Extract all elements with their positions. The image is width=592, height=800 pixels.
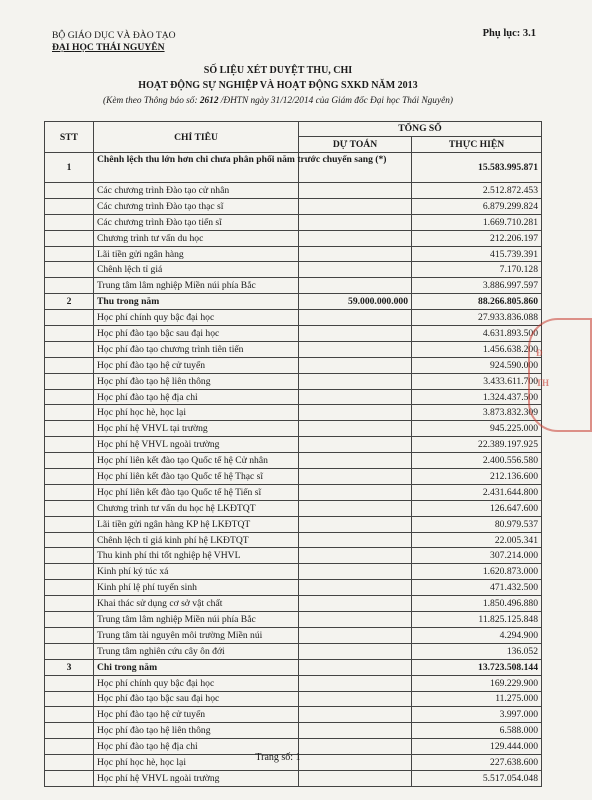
table-row <box>45 373 542 389</box>
row-plan <box>299 469 412 485</box>
row-plan <box>299 262 412 278</box>
row-name: Kinh phí ký túc xá <box>94 564 299 580</box>
section-actual: 88.266.805.860 <box>412 294 542 310</box>
official-stamp <box>528 318 592 432</box>
table-row <box>45 246 542 262</box>
stamp-text-2: TH <box>536 378 550 388</box>
row-actual: 3.433.611.700 <box>412 373 542 389</box>
row-actual: 924.590.000 <box>412 357 542 373</box>
row-name: Học phí đào tạo chương trình tiên tiến <box>94 341 299 357</box>
row-actual: 169.229.900 <box>412 675 542 691</box>
row-plan <box>299 246 412 262</box>
row-stt <box>45 707 94 723</box>
row-stt <box>45 612 94 628</box>
row-actual: 212.136.600 <box>412 469 542 485</box>
row-actual: 2.400.556.580 <box>412 453 542 469</box>
row-stt <box>45 723 94 739</box>
section-plan <box>299 659 412 675</box>
table-row <box>45 405 542 421</box>
row-stt <box>45 770 94 786</box>
row-name: Lãi tiền gửi ngân hàng <box>94 246 299 262</box>
row-stt <box>45 691 94 707</box>
row-name: Học phí liên kết đào tạo Quốc tế hệ Cử nhân <box>94 453 299 469</box>
section-stt: 1 <box>45 153 94 183</box>
row-actual: 212.206.197 <box>412 230 542 246</box>
row-name: Học phí đào tạo hệ liên thông <box>94 723 299 739</box>
section-stt: 2 <box>45 294 94 310</box>
table-row <box>45 437 542 453</box>
row-name: Học phí đào tạo hệ liên thông <box>94 373 299 389</box>
table-row <box>45 532 542 548</box>
row-plan <box>299 373 412 389</box>
section-row <box>45 294 542 310</box>
table-row <box>45 389 542 405</box>
row-plan <box>299 326 412 342</box>
row-stt <box>45 643 94 659</box>
section-name: Thu trong năm <box>94 294 299 310</box>
row-stt <box>45 389 94 405</box>
row-name: Chênh lệch tỉ giá kinh phí hệ LKĐTQT <box>94 532 299 548</box>
row-actual: 11.825.125.848 <box>412 612 542 628</box>
row-plan <box>299 421 412 437</box>
row-name: Trung tâm tài nguyên môi trường Miền núi <box>94 627 299 643</box>
row-plan <box>299 723 412 739</box>
table-row <box>45 262 542 278</box>
row-stt <box>45 357 94 373</box>
row-plan <box>299 357 412 373</box>
row-plan <box>299 500 412 516</box>
row-stt <box>45 310 94 326</box>
row-name: Học phí hệ VHVL tại trường <box>94 421 299 437</box>
row-name: Học phí liên kết đào tạo Quốc tế hệ Thạc sĩ <box>94 469 299 485</box>
row-stt <box>45 453 94 469</box>
row-name: Các chương trình Đào tạo tiến sĩ <box>94 214 299 230</box>
row-name: Kinh phí lệ phí tuyển sinh <box>94 580 299 596</box>
row-plan <box>299 770 412 786</box>
row-stt <box>45 596 94 612</box>
header-actual: THỰC HIỆN <box>412 136 542 152</box>
table-row <box>45 723 542 739</box>
row-stt <box>45 341 94 357</box>
row-name: Khai thác sử dụng cơ sở vật chất <box>94 596 299 612</box>
row-stt <box>45 421 94 437</box>
table-row <box>45 691 542 707</box>
row-name: Chênh lệch tỉ giá <box>94 262 299 278</box>
subtitle-suffix: /ĐHTN ngày 31/12/2014 của Giám đốc Đại học Thái Nguyên) <box>218 96 453 106</box>
row-actual: 129.444.000 <box>412 739 542 755</box>
row-actual: 4.294.900 <box>412 627 542 643</box>
row-stt <box>45 564 94 580</box>
document-header <box>52 30 176 54</box>
section-stt: 3 <box>45 659 94 675</box>
table-row <box>45 230 542 246</box>
table-row <box>45 341 542 357</box>
section-actual: 13.723.508.144 <box>412 659 542 675</box>
row-actual: 1.669.710.281 <box>412 214 542 230</box>
row-actual: 227.638.600 <box>412 755 542 771</box>
table-row <box>45 596 542 612</box>
row-actual: 6.588.000 <box>412 723 542 739</box>
row-actual: 1.324.437.500 <box>412 389 542 405</box>
row-stt <box>45 627 94 643</box>
table-row <box>45 612 542 628</box>
notice-number: 2612 <box>199 96 219 106</box>
table-row <box>45 580 542 596</box>
section-name: Chênh lệch thu lớn hơn chi chưa phân phối năm trước chuyển sang (*) <box>94 153 299 183</box>
row-plan <box>299 643 412 659</box>
row-plan <box>299 596 412 612</box>
table-row <box>45 310 542 326</box>
row-name: Học phí chính quy bậc đại học <box>94 310 299 326</box>
row-stt <box>45 516 94 532</box>
table-row <box>45 627 542 643</box>
row-name: Học phí đào tạo hệ cử tuyển <box>94 357 299 373</box>
row-stt <box>45 278 94 294</box>
table-row <box>45 326 542 342</box>
document-title: SỐ LIỆU XÉT DUYỆT THU, CHI <box>203 65 353 76</box>
row-actual: 5.517.054.048 <box>412 770 542 786</box>
row-stt <box>45 437 94 453</box>
table-row <box>45 770 542 786</box>
university-name: ĐẠI HỌC THÁI NGUYÊN <box>52 42 165 53</box>
document-subtitle <box>0 96 556 106</box>
row-actual: 136.052 <box>412 643 542 659</box>
row-stt <box>45 675 94 691</box>
row-name: Thu kinh phí thi tốt nghiệp hệ VHVL <box>94 548 299 564</box>
row-name: Học phí đào tạo hệ địa chỉ <box>94 739 299 755</box>
table-row <box>45 675 542 691</box>
row-stt <box>45 183 94 199</box>
table-row <box>45 214 542 230</box>
row-plan <box>299 612 412 628</box>
row-plan <box>299 484 412 500</box>
row-actual: 80.979.537 <box>412 516 542 532</box>
row-plan <box>299 627 412 643</box>
row-actual: 3.997.000 <box>412 707 542 723</box>
row-name: Các chương trình Đào tạo thạc sĩ <box>94 198 299 214</box>
section-actual: 15.583.995.871 <box>412 153 542 183</box>
row-actual: 27.933.836.088 <box>412 310 542 326</box>
row-actual: 471.432.500 <box>412 580 542 596</box>
row-stt <box>45 580 94 596</box>
row-name: Học phí học hè, học lại <box>94 405 299 421</box>
table-row <box>45 548 542 564</box>
row-name: Lãi tiền gửi ngân hàng KP hệ LKĐTQT <box>94 516 299 532</box>
row-plan <box>299 230 412 246</box>
appendix-label: Phụ lục: 3.1 <box>482 28 536 39</box>
table-row <box>45 453 542 469</box>
row-plan <box>299 453 412 469</box>
table-row <box>45 643 542 659</box>
page-number: Trang số: 1 <box>255 752 301 763</box>
row-name: Các chương trình Đào tạo cử nhân <box>94 183 299 199</box>
row-plan <box>299 437 412 453</box>
row-name: Trung tâm lâm nghiệp Miền núi phía Bắc <box>94 612 299 628</box>
row-name: Học phí liên kết đào tạo Quốc tế hệ Tiến sĩ <box>94 484 299 500</box>
header-indicator: CHỈ TIÊU <box>94 122 299 153</box>
row-plan <box>299 532 412 548</box>
row-name: Học phí đào tạo bậc sau đại học <box>94 691 299 707</box>
row-name: Học phí hệ VHVL ngoài trường <box>94 770 299 786</box>
row-stt <box>45 469 94 485</box>
document-title-line2: HOẠT ĐỘNG SỰ NGHIỆP VÀ HOẠT ĐỘNG SXKD NĂM 2013 <box>138 80 418 91</box>
stamp-text-1: Đ <box>536 348 543 358</box>
row-name: Học phí học hè, học lại <box>94 755 299 771</box>
row-plan <box>299 278 412 294</box>
section-plan: 59.000.000.000 <box>299 294 412 310</box>
row-actual: 7.170.128 <box>412 262 542 278</box>
row-stt <box>45 484 94 500</box>
table-row <box>45 707 542 723</box>
row-actual: 22.389.197.925 <box>412 437 542 453</box>
table-row <box>45 278 542 294</box>
row-name: Học phí đào tạo bậc sau đại học <box>94 326 299 342</box>
row-name: Chương trình tư vấn du học hệ LKĐTQT <box>94 500 299 516</box>
row-stt <box>45 548 94 564</box>
row-name: Chương trình tư vấn du học <box>94 230 299 246</box>
row-name: Học phí đào tạo hệ cử tuyển <box>94 707 299 723</box>
row-stt <box>45 500 94 516</box>
table-row <box>45 183 542 199</box>
row-plan <box>299 341 412 357</box>
financial-table <box>44 121 542 787</box>
row-stt <box>45 326 94 342</box>
row-stt <box>45 246 94 262</box>
table-row <box>45 516 542 532</box>
row-actual: 2.431.644.800 <box>412 484 542 500</box>
row-plan <box>299 691 412 707</box>
subtitle-prefix: (Kèm theo Thông báo số: <box>103 96 200 106</box>
row-stt <box>45 230 94 246</box>
row-name: Học phí hệ VHVL ngoài trường <box>94 437 299 453</box>
row-plan <box>299 580 412 596</box>
row-actual: 11.275.000 <box>412 691 542 707</box>
row-actual: 22.005.341 <box>412 532 542 548</box>
row-plan <box>299 198 412 214</box>
table-body <box>45 153 542 787</box>
row-actual: 126.647.600 <box>412 500 542 516</box>
row-actual: 4.631.893.500 <box>412 326 542 342</box>
row-actual: 3.886.997.597 <box>412 278 542 294</box>
table-row <box>45 421 542 437</box>
section-row <box>45 659 542 675</box>
row-stt <box>45 373 94 389</box>
ministry-name: BỘ GIÁO DỤC VÀ ĐÀO TẠO <box>52 30 176 41</box>
row-stt <box>45 262 94 278</box>
table-row <box>45 357 542 373</box>
section-row <box>45 153 542 183</box>
row-actual: 2.512.872.453 <box>412 183 542 199</box>
header-total: TỔNG SỐ <box>299 122 542 137</box>
row-plan <box>299 564 412 580</box>
row-actual: 3.873.832.309 <box>412 405 542 421</box>
row-name: Học phí chính quy bậc đại học <box>94 675 299 691</box>
row-actual: 1.456.638.200 <box>412 341 542 357</box>
row-stt <box>45 214 94 230</box>
table-row <box>45 484 542 500</box>
row-actual: 307.214.000 <box>412 548 542 564</box>
table-row <box>45 564 542 580</box>
row-plan <box>299 675 412 691</box>
row-plan <box>299 516 412 532</box>
row-actual: 1.850.496.880 <box>412 596 542 612</box>
table-row <box>45 469 542 485</box>
row-plan <box>299 183 412 199</box>
row-actual: 6.879.299.824 <box>412 198 542 214</box>
row-name: Học phí đào tạo hệ địa chỉ <box>94 389 299 405</box>
row-stt <box>45 405 94 421</box>
header-stt: STT <box>45 122 94 153</box>
row-actual: 415.739.391 <box>412 246 542 262</box>
header-plan: DỰ TOÁN <box>299 136 412 152</box>
row-stt <box>45 532 94 548</box>
row-plan <box>299 310 412 326</box>
row-plan <box>299 548 412 564</box>
row-plan <box>299 214 412 230</box>
row-plan <box>299 405 412 421</box>
table-row <box>45 198 542 214</box>
row-stt <box>45 198 94 214</box>
row-actual: 945.225.000 <box>412 421 542 437</box>
row-actual: 1.620.873.000 <box>412 564 542 580</box>
row-plan <box>299 389 412 405</box>
row-name: Trung tâm nghiên cứu cây ôn đới <box>94 643 299 659</box>
table-row <box>45 500 542 516</box>
row-name: Trung tâm lâm nghiệp Miền núi phía Bắc <box>94 278 299 294</box>
section-name: Chi trong năm <box>94 659 299 675</box>
row-plan <box>299 707 412 723</box>
